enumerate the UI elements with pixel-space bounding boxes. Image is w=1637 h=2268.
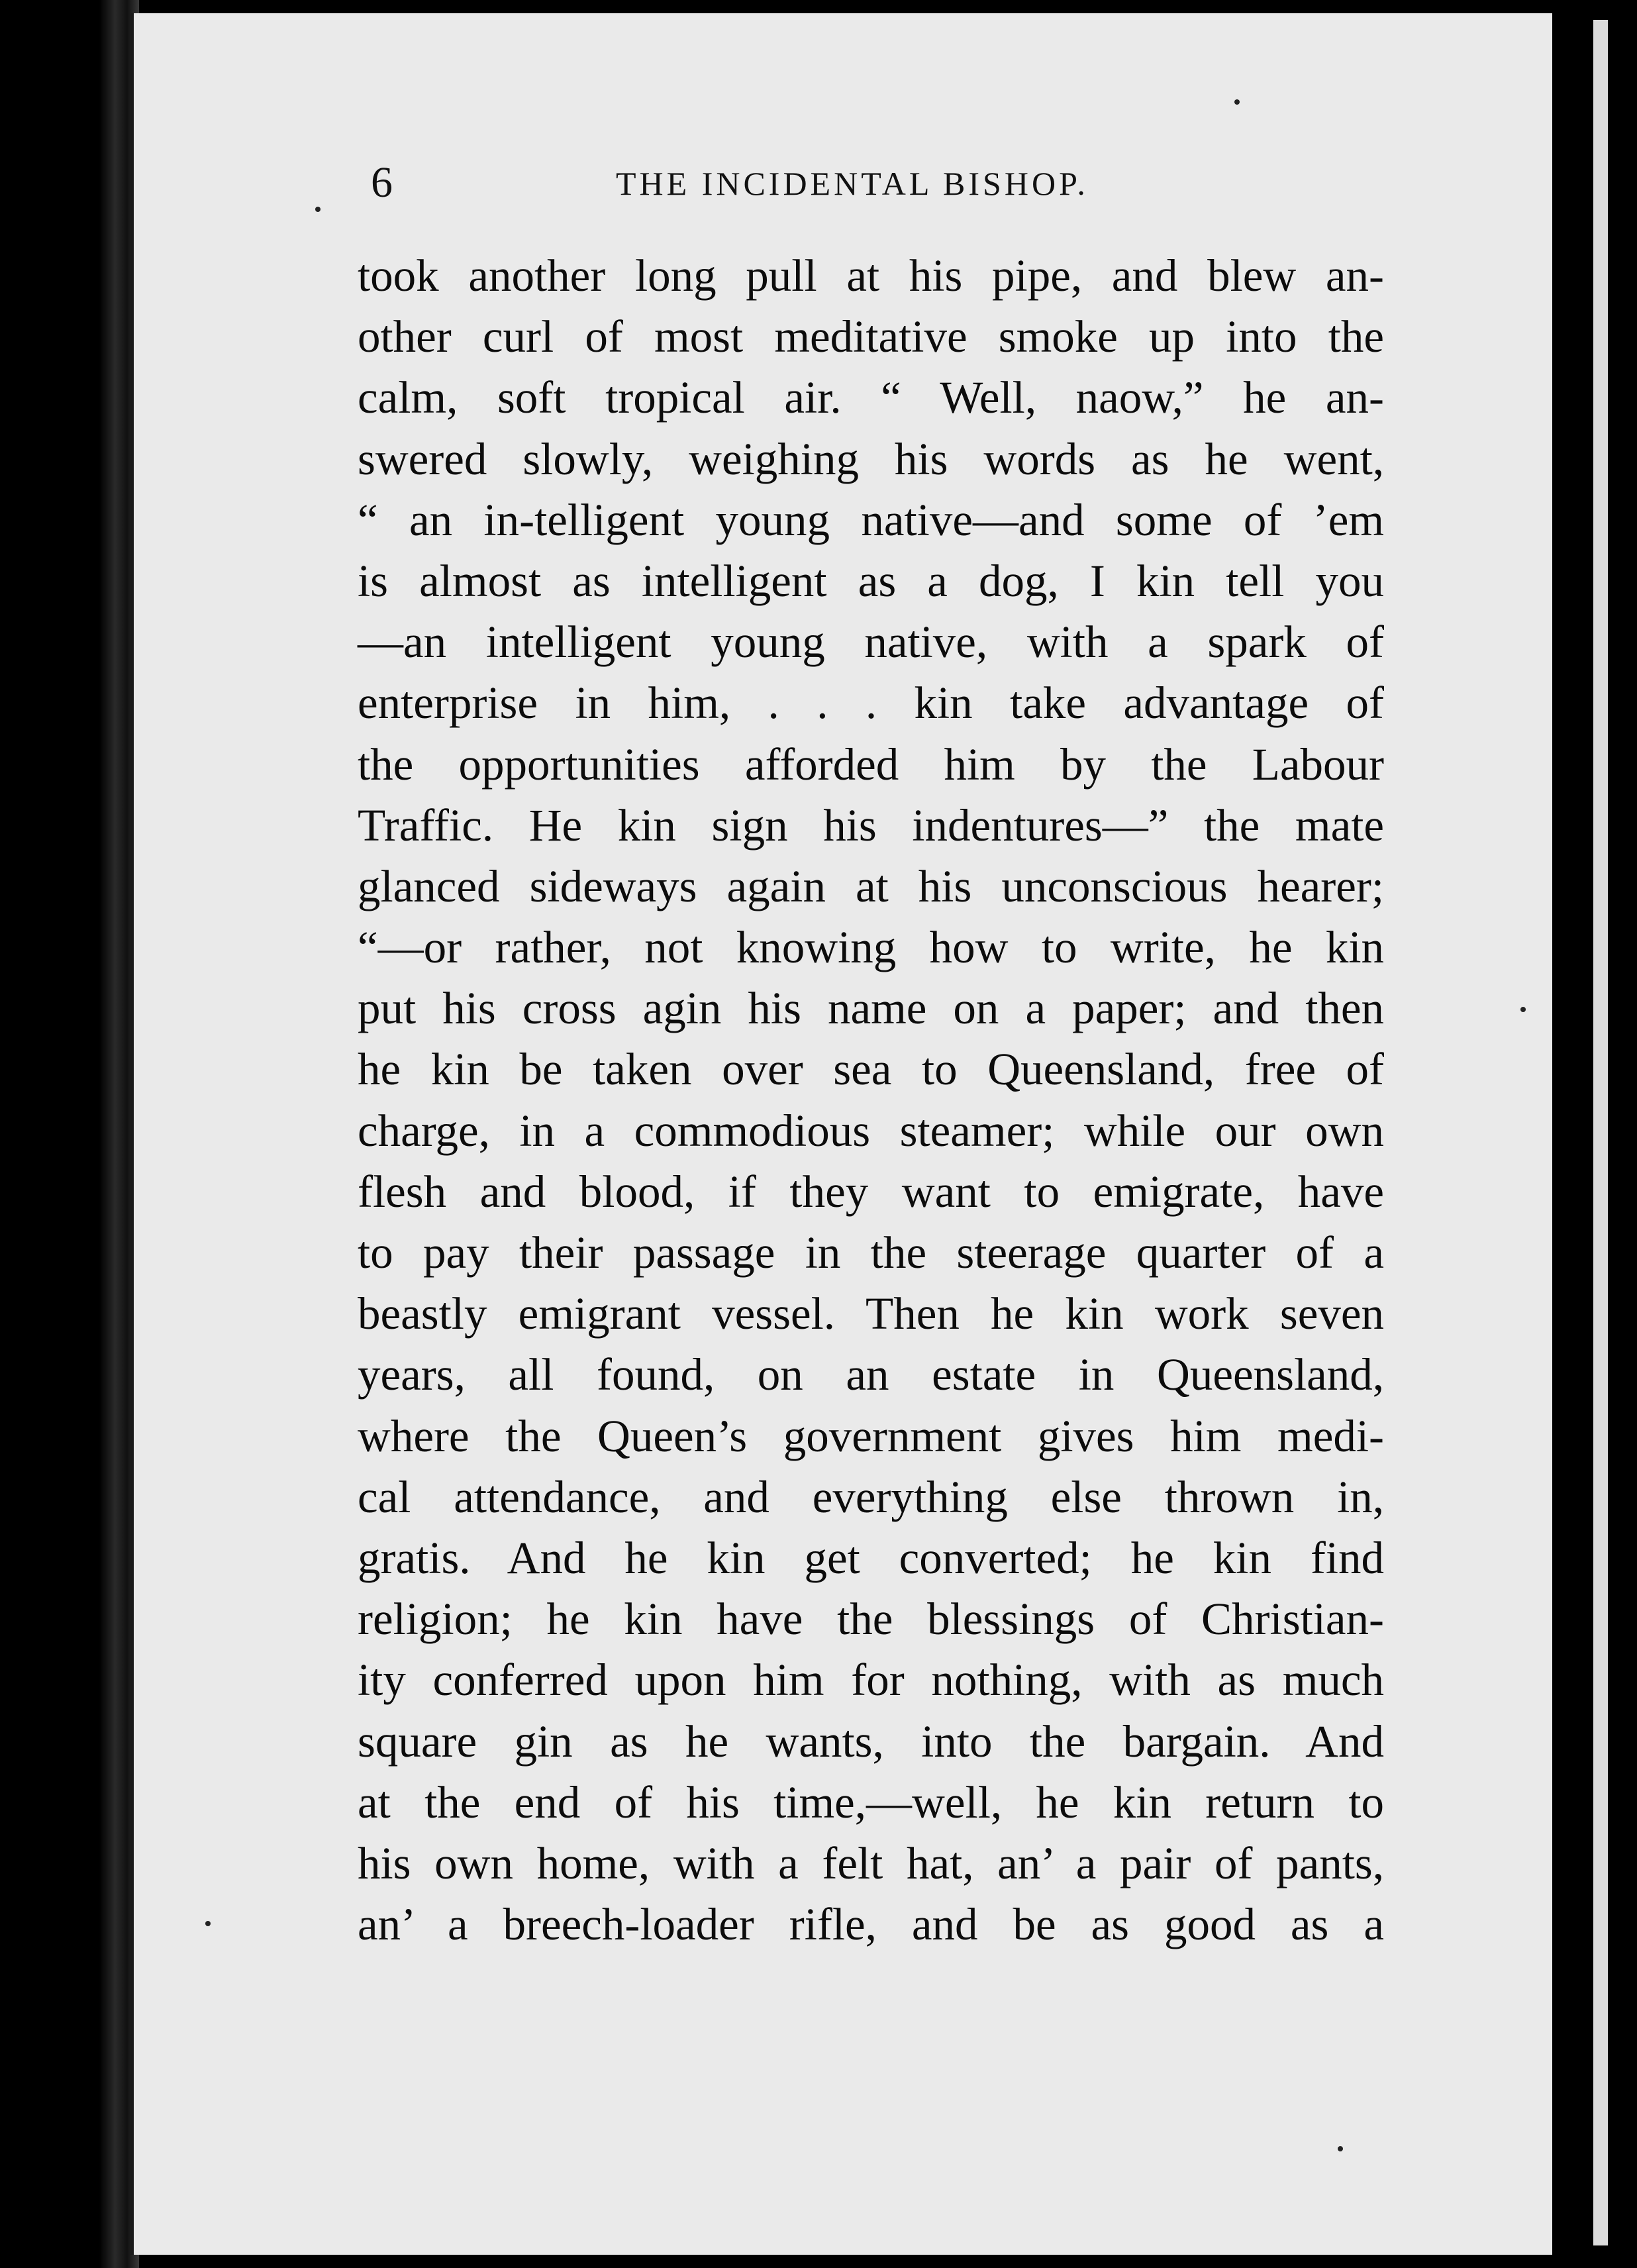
text-line: “ an in-telligent young native—and some of ’em xyxy=(358,494,1384,545)
dust-speck xyxy=(205,1921,211,1926)
text-line: enterprise in him, . . . kin take advantage of xyxy=(358,678,1384,729)
page-number: 6 xyxy=(371,158,393,207)
text-line: the opportunities afforded him by the Labour xyxy=(358,739,1384,790)
dust-speck xyxy=(1338,2146,1343,2151)
page-right-edge xyxy=(1552,0,1637,2268)
text-line: is almost as intelligent as a dog, I kin tell you xyxy=(358,555,1384,606)
text-line: “—or rather, not knowing how to write, he kin xyxy=(358,922,1384,973)
text-line: his own home, with a felt hat, an’ a pair of pants, xyxy=(358,1837,1384,1888)
text-line: other curl of most meditative smoke up into the xyxy=(358,311,1384,362)
dust-speck xyxy=(1234,99,1240,105)
text-line: he kin be taken over sea to Queensland, free of xyxy=(358,1044,1384,1095)
text-line: where the Queen’s government gives him medi- xyxy=(358,1410,1384,1461)
text-line: swered slowly, weighing his words as he went, xyxy=(358,433,1384,484)
page-edge-gap xyxy=(1593,20,1608,2245)
text-line: put his cross agin his name on a paper; and then xyxy=(358,983,1384,1034)
text-line: flesh and blood, if they want to emigrate, have xyxy=(358,1166,1384,1217)
text-line: to pay their passage in the steerage quarter of a xyxy=(358,1227,1384,1278)
text-line: —an intelligent young native, with a spark of xyxy=(358,617,1384,668)
text-line: religion; he kin have the blessings of Christian- xyxy=(358,1594,1384,1645)
text-line: beastly emigrant vessel. Then he kin work seven xyxy=(358,1288,1384,1339)
text-line: Traffic. He kin sign his indentures—” the mate xyxy=(358,799,1384,850)
text-line: at the end of his time,—well, he kin return to xyxy=(358,1777,1384,1828)
text-line: gratis. And he kin get converted; he kin find xyxy=(358,1532,1384,1583)
body-text xyxy=(358,245,1384,1955)
text-line: calm, soft tropical air. “ Well, naow,” he an- xyxy=(358,372,1384,423)
text-line: ity conferred upon him for nothing, with as much xyxy=(358,1655,1384,1706)
dust-speck xyxy=(315,207,321,212)
text-line: an’ a breech-loader rifle, and be as good as a xyxy=(358,1899,1384,1950)
text-line: charge, in a commodious steamer; while our own xyxy=(358,1105,1384,1156)
running-head: THE INCIDENTAL BISHOP. xyxy=(616,165,1089,202)
text-line: took another long pull at his pipe, and blew an- xyxy=(358,250,1384,301)
text-line: cal attendance, and everything else thrown in, xyxy=(358,1471,1384,1522)
text-line: glanced sideways again at his unconscious hearer; xyxy=(358,860,1384,911)
text-line: square gin as he wants, into the bargain. And xyxy=(358,1716,1384,1767)
page-header xyxy=(371,156,1192,209)
dust-speck xyxy=(1520,1007,1526,1012)
text-line: years, all found, on an estate in Queensland, xyxy=(358,1349,1384,1400)
